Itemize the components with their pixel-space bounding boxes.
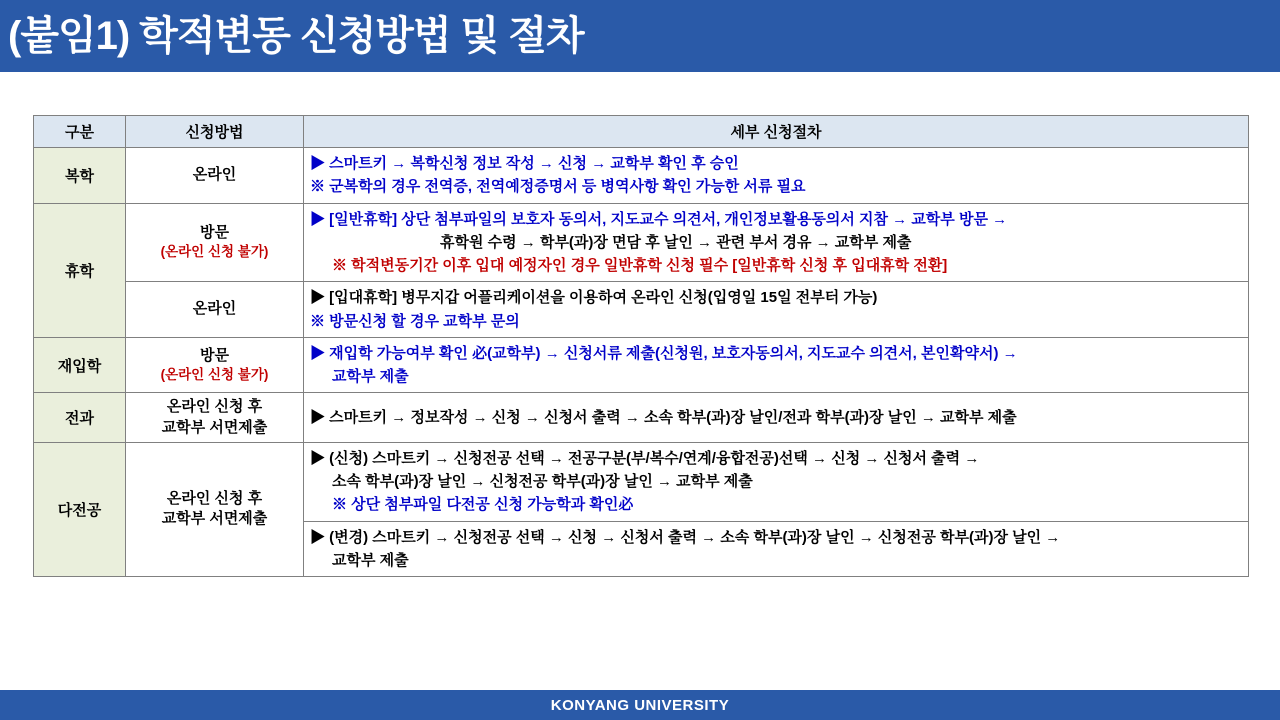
detail-line: 휴학원 수령 → 학부(과)장 면담 후 날인 → 관련 부서 경유 → 교학부 제출 [440,233,912,251]
row-method-jeongwa [126,393,304,443]
row-detail-hyuhak-online [304,282,1249,338]
column-header-method: 신청방법 [126,116,304,148]
detail-line: ※ 군복학의 경우 전역증, 전역예정증명서 등 병역사항 확인 가능한 서류 필요 [310,178,806,196]
row-detail-jeongwa [304,393,1249,443]
detail-line: ▶ 스마트키 → 복학신청 정보 작성 → 신청 → 교학부 확인 후 승인 [310,155,739,172]
table-row [34,282,1249,338]
method-label: 온라인 [192,300,237,318]
table-row [34,203,1249,282]
method-note: (온라인 신청 불가) [160,244,269,260]
procedure-table [33,115,1249,577]
detail-line: 교학부 제출 [332,368,409,385]
footer-bar [0,690,1280,720]
method-note: (온라인 신청 불가) [160,367,269,383]
column-header-gubun: 구분 [34,116,126,148]
method-label: 방문 [200,224,229,242]
detail-line: ※ 학적변동기간 이후 입대 예정자인 경우 일반휴학 신청 필수 [일반휴학 신청 후 입대휴학 전환] [332,257,948,274]
table-row [34,393,1249,443]
row-detail-bokhak [304,148,1249,204]
row-gubun-bokhak: 복학 [34,148,126,204]
detail-line: ▶ [일반휴학] 상단 첨부파일의 보호자 동의서, 지도교수 의견서, 개인정보활용동의서 지참 → 교학부 방문 → [310,210,1008,228]
row-method-dajeongong [126,442,304,576]
page-title: (붙임1) 학적변동 신청방법 및 절차 [8,14,584,58]
table-row [34,148,1249,204]
detail-line: 교학부 제출 [332,551,409,569]
detail-line: ▶ (신청) 스마트키 → 신청전공 선택 → 전공구분(부/복수/연계/융합전공)선택 → 신청 → 신청서 출력 → [310,449,980,467]
row-detail-hyuhak-visit [304,203,1249,282]
method-label: 온라인 신청 후 [166,398,263,416]
footer-text: KONYANG UNIVERSITY [550,696,730,714]
detail-line: ※ 방문신청 할 경우 교학부 문의 [310,312,520,330]
row-method-bokhak [126,148,304,204]
row-gubun-hyuhak: 휴학 [34,203,126,337]
method-label: 방문 [200,346,229,364]
table-row [34,337,1249,393]
detail-line: 소속 학부(과)장 날인 → 신청전공 학부(과)장 날인 → 교학부 제출 [332,473,753,490]
method-note: 교학부 서면제출 [161,418,268,436]
row-method-hyuhak-online [126,282,304,338]
detail-line: ※ 상단 첨부파일 다전공 신청 가능학과 확인必 [332,496,634,514]
row-gubun-jeongwa: 전과 [34,393,126,443]
row-gubun-jaeiphak: 재입학 [34,337,126,393]
table-row [34,442,1249,521]
row-detail-dajeongong-apply [304,442,1249,521]
method-note: 교학부 서면제출 [161,510,268,528]
detail-line: ▶ 스마트키 → 정보작성 → 신청 → 신청서 출력 → 소속 학부(과)장 날인/전과 학부(과)장 날인 → 교학부 제출 [310,408,1017,426]
method-label: 온라인 [192,166,237,184]
row-method-hyuhak-visit [126,203,304,282]
row-detail-dajeongong-change [304,521,1249,577]
title-bar [0,0,1280,72]
row-detail-jaeiphak [304,337,1249,393]
row-gubun-dajeongong: 다전공 [34,442,126,576]
column-header-detail: 세부 신청절차 [304,116,1249,148]
row-method-jaeiphak [126,337,304,393]
detail-line: ▶ (변경) 스마트키 → 신청전공 선택 → 신청 → 신청서 출력 → 소속 학부(과)장 날인 → 신청전공 학부(과)장 날인 → [310,528,1061,546]
table-header-row [34,116,1249,148]
detail-line: ▶ 재입학 가능여부 확인 必(교학부) → 신청서류 제출(신청원, 보호자동의서, 지도교수 의견서, 본인확약서) → [310,344,1018,362]
method-label: 온라인 신청 후 [166,490,263,508]
detail-line: ▶ [입대휴학] 병무지갑 어플리케이션을 이용하여 온라인 신청(입영일 15일 전부터 가능) [310,289,878,307]
